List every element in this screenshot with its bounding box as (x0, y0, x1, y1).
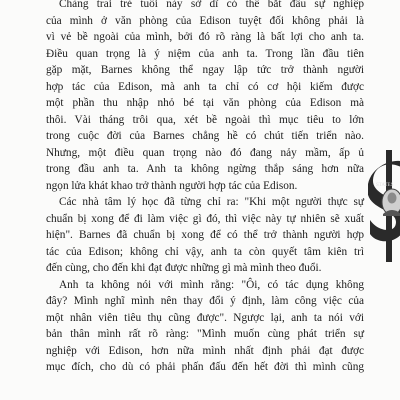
text-line: đến cùng, cho đến khi đạt được những gì mà mình theo đuổi. (46, 262, 322, 274)
text-line: Chàng trai trẻ tuổi này sở dĩ có thể bắt đầu sự nghiệp (59, 0, 364, 10)
text-line: mục đích, cho dù có phải phấn đấu đến hết đời thì mình cũng (46, 361, 364, 373)
text-line: Nhưng, một điều quan trọng nào đó đang nảy mầm, ấp ủ (46, 146, 364, 159)
text-line: chuẩn bị xong để đi làm việc gì đó, thì việc này tự nhiên sẽ xuất (46, 212, 364, 225)
paragraph-1 (46, 0, 364, 194)
paragraph-2 (46, 194, 364, 277)
text-line: tác của Edison; không chỉ vậy, anh ta còn quyết tâm kiên trì (46, 245, 364, 258)
text-line: ngọn lửa khát khao trở thành người hợp tác của Edison. (46, 179, 298, 192)
text-line: của mình ở văn phòng của Edison tuyệt đối không phải là (46, 14, 364, 27)
text-line: Các nhà tâm lý học đã từng chỉ ra: "Khi một người thực sự (59, 196, 364, 208)
body-text (46, 0, 364, 376)
text-line: một phần thu nhập nhỏ bé tại văn phòng của Edison mà (46, 97, 364, 109)
text-line: nghiệp với Edison, hơn nữa mình nhất định phải đạt được (46, 344, 364, 357)
text-line: trong đầu anh ta. Anh ta không ngừng thắp sáng hơn nữa (46, 163, 364, 175)
text-line: vì vẻ bề ngoài của mình, bởi đó rõ ràng là bất lợi cho anh ta. (46, 31, 364, 43)
text-line: bản thân mình rất rõ ràng: "Mình muốn cùng phát triển sự (46, 328, 364, 340)
text-line: một nhân viên tiêu thụ cũng được". Ngược lại, anh ta nói với (46, 311, 364, 324)
text-line: Điều quan trọng là ý niệm của anh ta. Trong lần đầu tiên (46, 47, 364, 60)
text-line: hợp tác của Edison, mà anh ta chỉ có cơ hội kiếm được (46, 80, 364, 93)
svg-text:STATES: STATES (376, 183, 394, 188)
text-line: gặp mặt, Barnes không thể ngay lập tức trở thành người (46, 64, 364, 76)
text-line: thôi. Vài tháng trôi qua, xét bề ngoài thì mục tiêu to lớn (46, 113, 364, 126)
text-line: hiện". Barnes đã chuẩn bị xong để có thể trở thành người hợp (46, 229, 364, 241)
text-line: trong cuộc đời của Barnes chẳng hề có chút tiến triển nào. (46, 130, 364, 142)
text-line: Anh ta không nói với mình rằng: "Ôi, có tác dụng không (59, 278, 364, 291)
paragraph-3 (46, 277, 364, 376)
text-line: đây? Mình nghĩ mình nên thay đổi ý định, làm công việc của (46, 295, 364, 307)
dollar-sign-illustration (368, 150, 400, 262)
